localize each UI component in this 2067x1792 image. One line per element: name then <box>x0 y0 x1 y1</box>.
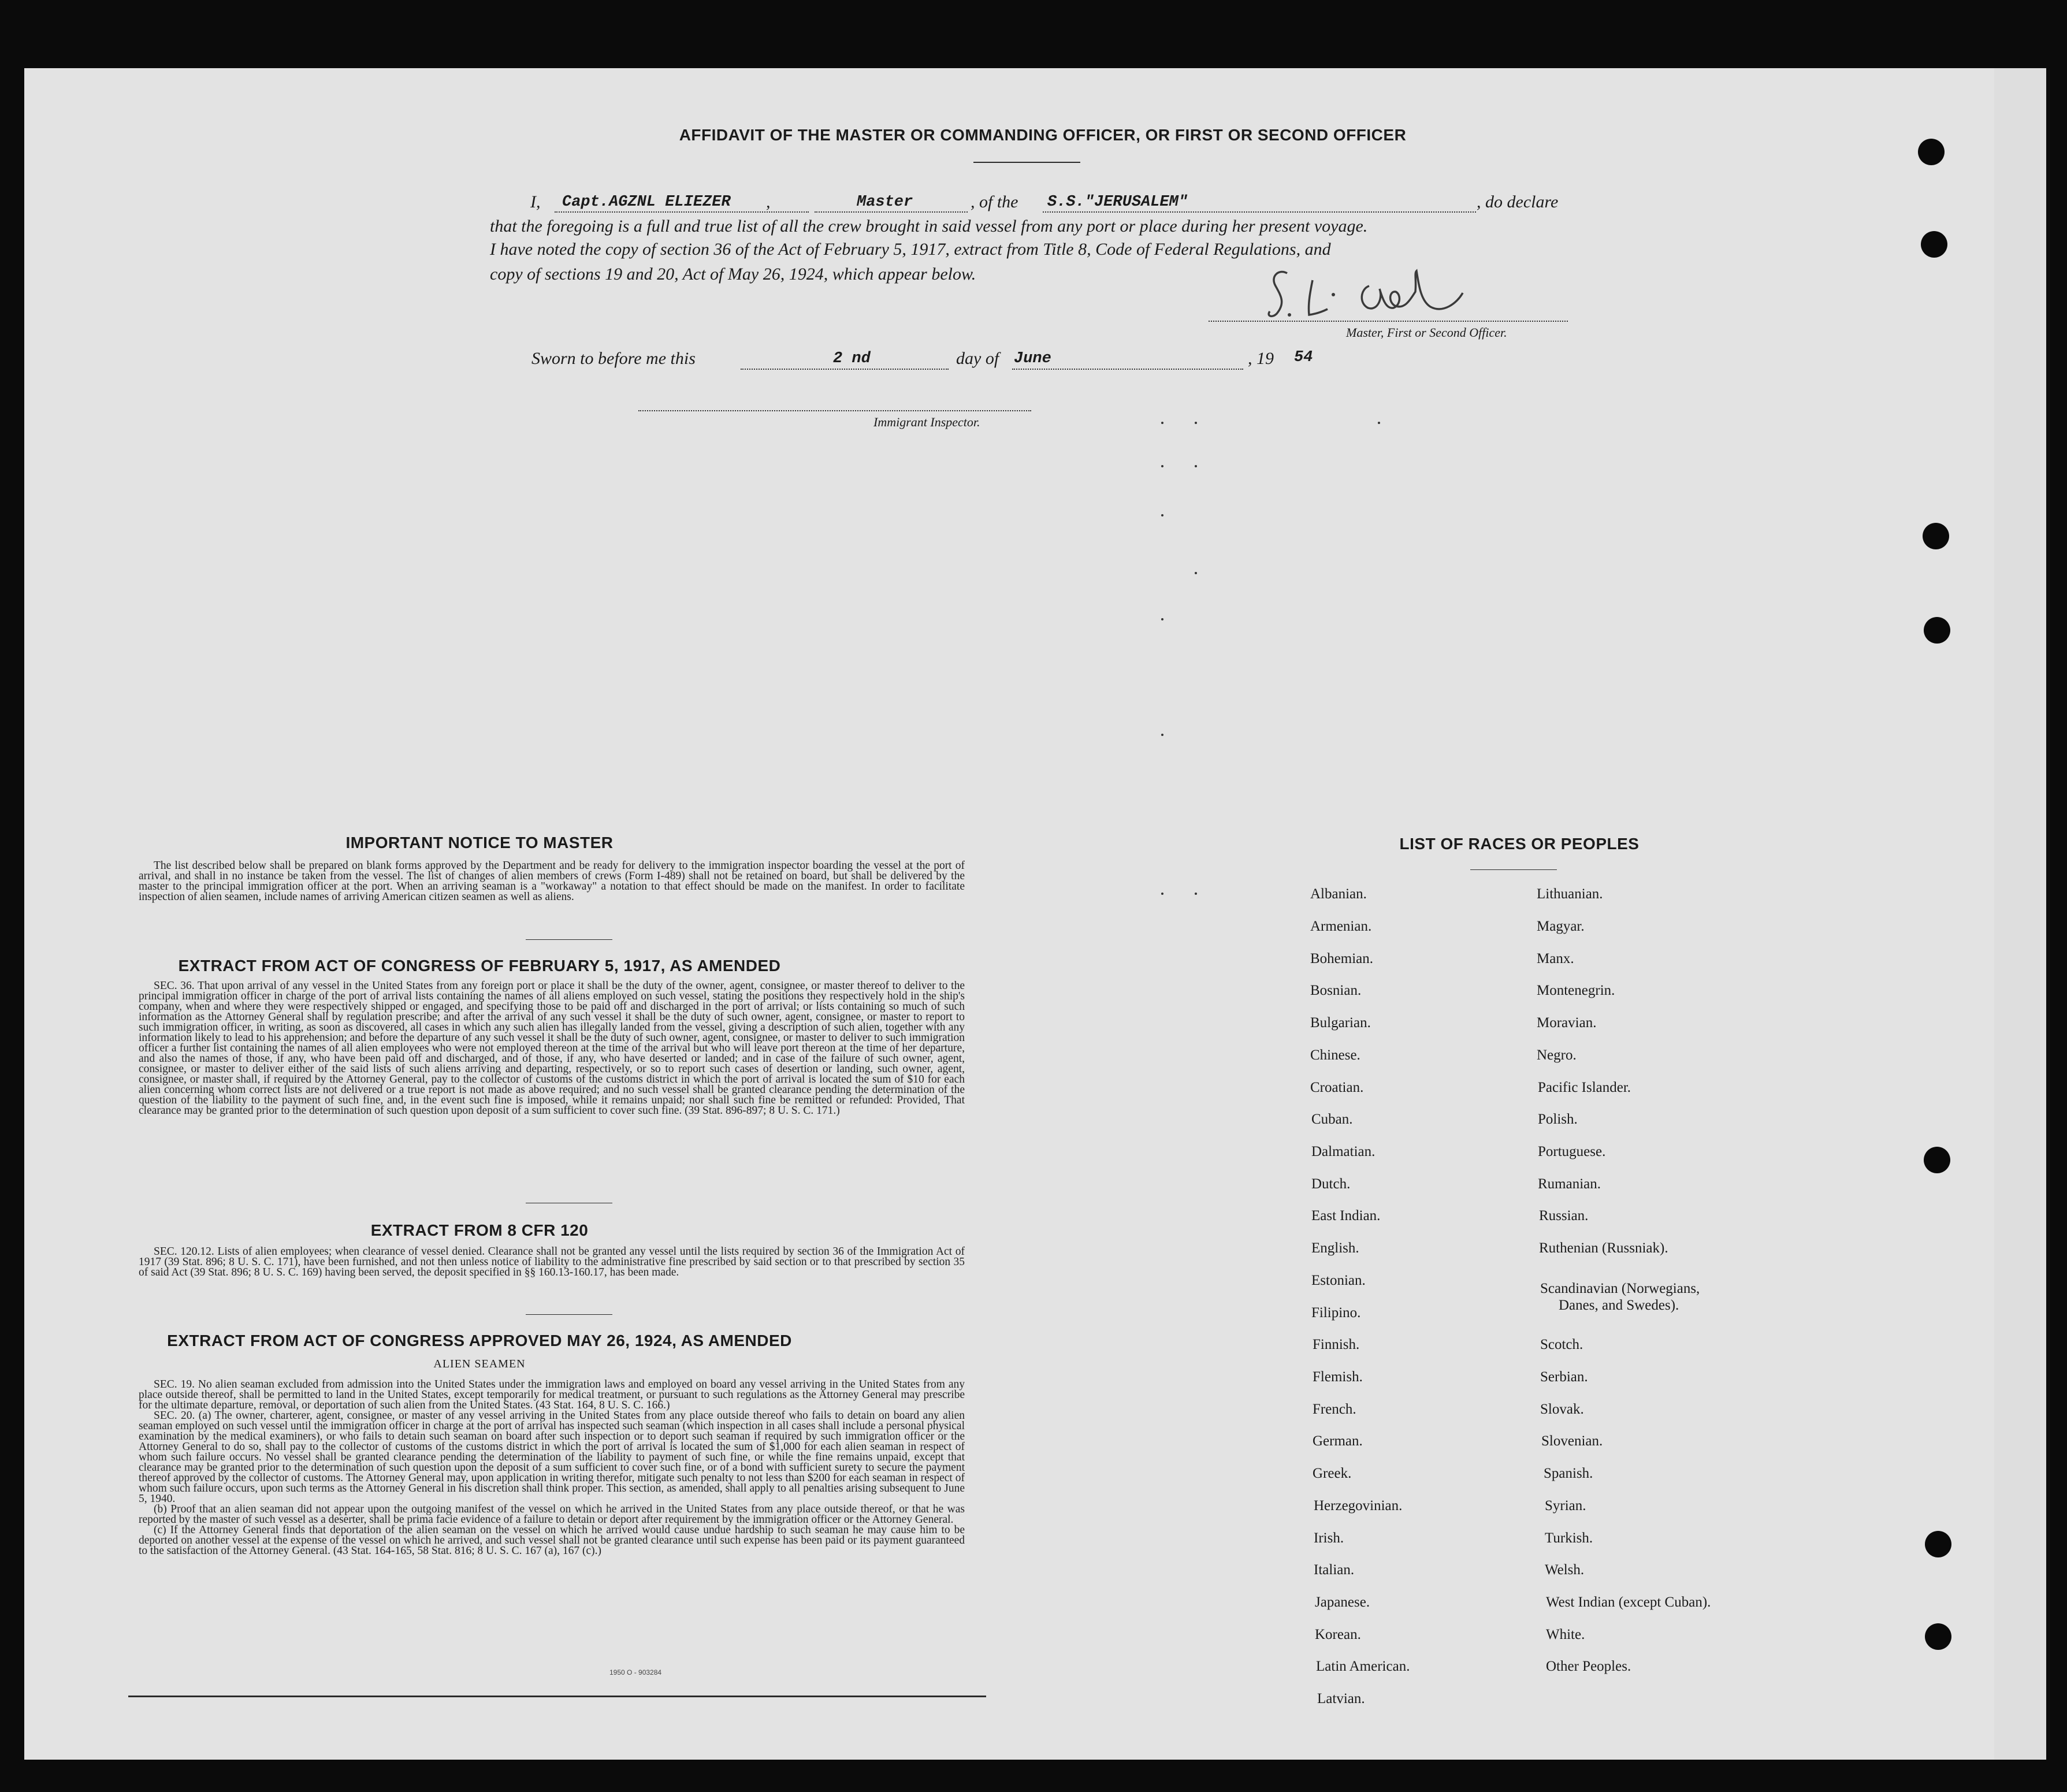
day-of-text: day of <box>956 349 999 368</box>
race-item: Bohemian. <box>1310 951 1374 966</box>
extract-1924-title: EXTRACT FROM ACT OF CONGRESS APPROVED MAY 26, 1924, AS AMENDED <box>167 1332 792 1349</box>
race-item: Spanish. <box>1544 1466 1593 1481</box>
binder-hole <box>1924 1147 1950 1173</box>
print-code: 1950 O - 903284 <box>609 1668 662 1676</box>
race-item: Dalmatian. <box>1311 1144 1375 1159</box>
declaration-line-2: that the foregoing is a full and true list of all the crew brought in said vessel from any port or place during her present voyage. <box>490 217 1368 236</box>
section-19-text: SEC. 19. No alien seaman excluded from admission into the United States under the immigration laws and employed on board any vessel arriving in the United States from any place outside thereof, shall be permitted to land in the United States, except temporarily for medical treatment, or pursuant to such regulations as the Attorney General may prescribe for the ultimate departure, removal, or deportation of such alien from the United States. (43 Stat. 164, 8 U. S. C. 166.) <box>139 1378 965 1411</box>
race-item: Moravian. <box>1537 1015 1597 1031</box>
race-item: Filipino. <box>1311 1305 1361 1321</box>
race-item: Other Peoples. <box>1546 1659 1631 1674</box>
speck <box>1195 465 1197 467</box>
section-36-text: SEC. 36. That upon arrival of any vessel in the United States from any foreign port or place it shall be the duty of the owner, agent, consignee, or master thereof to deliver to the principal immigration officer in charge of the port of arrival lists containing the names of all aliens employed on such vessel, stating the positions they respectively hold in the ship's company, when and where they were respectively shipped or engaged, and specifying those to be paid off and discharged in the port of arrival; or lists containing so much of such information as the Attorney General shall by regulation prescribe; and after the arrival of any such vessel it shall be the duty of such owner, agent, consignee, or master to report to such immigration officer, in writing, as soon as discovered, all cases in which any such alien has illegally landed from the vessel, giving a description of such alien, together with any information likely to lead to his apprehension; and before the departure of any such vessel it shall be the duty of such owner, agent, consignee, or master to deliver to such immigration officer a further list containing the names of all alien employees who were not employed thereon at the time of the arrival but who will leave port thereon at the time of her departure, and also the names of those, if any, who have been paid off and discharged, and of those, if any, who have deserted or landed; and in case of the failure of such owner, agent, consignee, or master to deliver either of the said lists of such aliens arriving and departing, respectively, or so to report such cases of desertion or landing, such owner, agent, consignee, or master shall, if required by the Attorney General, pay to the collector of customs of the customs district in which the port of arrival is located the sum of $10 for each alien concerning whom correct lists are not delivered or a true report is not made as above required; and no such vessel shall be granted clearance pending the determination of the question of the liability to the payment of such fine, and, in the event such fine is imposed, while it remains unpaid; nor shall such fine be remitted or refunded: Provided, That clearance may be granted prior to the determination of such question upon deposit of a sum sufficient to cover such fine. (39 Stat. 896-897; 8 U. S. C. 171.) <box>139 980 965 1117</box>
races-divider <box>1470 869 1557 870</box>
race-item: Korean. <box>1315 1627 1361 1642</box>
race-item: Rumanian. <box>1538 1176 1601 1192</box>
race-item: Syrian. <box>1545 1498 1586 1514</box>
extract-1924-body <box>139 1380 965 1556</box>
race-item: Bulgarian. <box>1310 1015 1371 1031</box>
race-item: Scotch. <box>1540 1337 1583 1352</box>
rank-fill-line <box>815 211 968 213</box>
binder-hole <box>1924 617 1950 644</box>
section-divider <box>526 939 612 940</box>
race-item: White. <box>1546 1627 1585 1642</box>
sworn-prefix: Sworn to before me this <box>531 349 696 368</box>
race-item: German. <box>1313 1433 1363 1449</box>
day-fill-line <box>741 369 949 370</box>
do-declare-text: , do declare <box>1477 192 1559 211</box>
title-divider <box>973 162 1080 163</box>
master-rank: Master <box>857 194 913 211</box>
section-120-12-text: SEC. 120.12. Lists of alien employees; when clearance of vessel denied. Clearance shall not be granted any vessel until the lists required by section 36 of the Immigration Act of 1917 (39 Stat. 896; 8 U. S. C. 171), have been furnished, and not then unless notice of liability to the administrative fine prescribed by said section or to that prescribed by section 35 of said Act (39 Stat. 896; 8 U. S. C. 169) having been served, the deposit specified in §§ 160.13-160.17, has been made. <box>139 1246 965 1278</box>
race-item: Chinese. <box>1310 1047 1360 1063</box>
section-20c-text: (c) If the Attorney General finds that deportation of the alien seaman on the vessel on which he arrived would cause undue hardship to such seaman he may cause him to be deported on another vessel at the expense of the vessel on which he arrived, and such vessel shall not be granted clearance until such expense has been paid or its payment guaranteed to the satisfaction of the Attorney General. (43 Stat. 164-165, 58 Stat. 816; 8 U. S. C. 167 (a), 167 (c).) <box>139 1524 965 1557</box>
speck <box>1195 893 1197 895</box>
affidavit-title: AFFIDAVIT OF THE MASTER OR COMMANDING OFFICER, OR FIRST OR SECOND OFFICER <box>679 126 1407 144</box>
section-20b-text: (b) Proof that an alien seaman did not appear upon the outgoing manifest of the vessel on which he arrived in the United States from any place outside thereof, or that he was reported by the master of such vessel as a deserter, shall be prima facie evidence of a failure to detain or deport after requirement by the immigration officer or the Attorney General. <box>139 1503 965 1526</box>
race-item: Welsh. <box>1545 1562 1585 1578</box>
master-name: Capt.AGZNL ELIEZER <box>562 194 731 211</box>
section-20a-text: SEC. 20. (a) The owner, charterer, agent, consignee, or master of any vessel arriving in the United States from any place outside thereof who fails to detain on board any alien seaman employed on such vessel until the immigration officer in charge at the port of arrival has inspected such seaman (which inspection in all cases shall include a personal physical examination by the medical examiners), or who fails to detain such seaman on board after such inspection or to deport such seaman if required by such immigration officer or the Attorney General to do so, shall pay to the collector of customs of the customs district in which the port of arrival is located the sum of $1,000 for each alien seaman in respect of whom such failure occurs. No vessel shall be granted clearance pending the determination of the liability to payment of such fine, or while the fine remains unpaid, except that clearance may be granted prior to the determination of such question upon the deposit of a sum sufficient to cover such fine, or of a bond with sufficient surety to secure the payment thereof approved by the collector of customs. The Attorney General may, upon application in writing therefor, mitigate such penalty to not less than $200 for each seaman in respect of whom such failure occurs, upon such terms as the Attorney General in his discretion shall think proper. This section, as amended, shall apply to all penalties arising subsequent to June 5, 1940. <box>139 1410 965 1505</box>
vessel-name: S.S."JERUSALEM" <box>1047 194 1188 211</box>
race-item: Polish. <box>1538 1111 1578 1127</box>
speck <box>1195 572 1197 574</box>
race-item: Armenian. <box>1310 919 1372 934</box>
race-item: Magyar. <box>1537 919 1585 934</box>
handwritten-signature <box>1259 263 1531 326</box>
extract-cfr-body <box>139 1247 965 1278</box>
sworn-day: 2 nd <box>833 350 871 367</box>
declaration-line-4: copy of sections 19 and 20, Act of May 26, 1924, which appear below. <box>490 265 976 284</box>
binder-hole <box>1925 1623 1951 1650</box>
race-item: Irish. <box>1314 1530 1344 1546</box>
binder-hole <box>1923 523 1949 549</box>
race-item: Herzegovinian. <box>1314 1498 1403 1514</box>
signature-line <box>1209 321 1568 322</box>
speck <box>1161 465 1163 467</box>
speck <box>1161 514 1163 516</box>
races-title: LIST OF RACES OR PEOPLES <box>1399 835 1640 853</box>
race-item: Japanese. <box>1315 1594 1370 1610</box>
speck <box>1161 893 1163 895</box>
race-item: West Indian (except Cuban). <box>1546 1594 1711 1610</box>
race-item: Albanian. <box>1310 886 1367 902</box>
race-item: Turkish. <box>1545 1530 1593 1546</box>
race-item: Finnish. <box>1313 1337 1360 1352</box>
race-item: Latin American. <box>1316 1659 1410 1674</box>
race-item: Scandinavian (Norwegians, <box>1540 1281 1700 1296</box>
pronoun: I, <box>530 192 541 211</box>
declaration-line-3: I have noted the copy of section 36 of the Act of February 5, 1917, extract from Title 8, Code of Federal Regulations, and <box>490 240 1331 259</box>
race-item: Montenegrin. <box>1537 983 1615 998</box>
race-item: Pacific Islander. <box>1538 1080 1631 1095</box>
race-item: Negro. <box>1537 1047 1577 1063</box>
sworn-month: June <box>1014 350 1051 367</box>
inspector-signature-line <box>638 410 1031 411</box>
race-item: French. <box>1313 1401 1356 1417</box>
alien-seamen-subtitle: ALIEN SEAMEN <box>433 1358 526 1370</box>
race-item: Portuguese. <box>1538 1144 1606 1159</box>
speck <box>1161 618 1163 620</box>
race-item: Russian. <box>1539 1208 1589 1224</box>
speck <box>1378 422 1380 424</box>
race-item: Lithuanian. <box>1537 886 1603 902</box>
speck <box>1195 422 1197 424</box>
race-item: Latvian. <box>1317 1691 1365 1707</box>
sworn-line <box>531 349 1340 374</box>
notice-title: IMPORTANT NOTICE TO MASTER <box>345 834 614 852</box>
signer-caption: Master, First or Second Officer. <box>1346 325 1507 340</box>
race-item: Cuban. <box>1311 1111 1353 1127</box>
race-item: Ruthenian (Russniak). <box>1539 1240 1668 1256</box>
extract-1917-body <box>139 981 965 1116</box>
page-margin-strip <box>1994 68 2046 1760</box>
race-item: Manx. <box>1537 951 1574 966</box>
race-item: Estonian. <box>1311 1273 1366 1288</box>
notice-body <box>139 861 965 902</box>
speck <box>1161 734 1163 736</box>
race-item: Slovenian. <box>1541 1433 1603 1449</box>
race-item: English. <box>1311 1240 1359 1256</box>
race-item: Serbian. <box>1540 1369 1588 1385</box>
race-item: Greek. <box>1313 1466 1352 1481</box>
race-item: Danes, and Swedes). <box>1559 1297 1679 1313</box>
year-prefix: , 19 <box>1248 349 1274 368</box>
of-the-text: , of the <box>971 192 1018 211</box>
binder-hole <box>1925 1531 1951 1557</box>
race-item: Slovak. <box>1540 1401 1584 1417</box>
race-item: East Indian. <box>1311 1208 1381 1224</box>
section-divider <box>526 1314 612 1315</box>
vessel-fill-line <box>1043 211 1476 213</box>
extract-1917-title: EXTRACT FROM ACT OF CONGRESS OF FEBRUARY 5, 1917, AS AMENDED <box>178 957 781 975</box>
binder-hole <box>1918 139 1945 165</box>
bottom-rule <box>128 1696 986 1697</box>
inspector-caption: Immigrant Inspector. <box>873 415 980 429</box>
name-comma: , <box>766 192 771 211</box>
race-item: Dutch. <box>1311 1176 1351 1192</box>
name-fill-line <box>555 211 809 213</box>
race-item: Croatian. <box>1310 1080 1364 1095</box>
race-item: Italian. <box>1314 1562 1355 1578</box>
binder-hole <box>1921 231 1947 258</box>
speck <box>1161 422 1163 424</box>
race-item: Flemish. <box>1313 1369 1363 1385</box>
race-item: Bosnian. <box>1310 983 1362 998</box>
notice-paragraph: The list described below shall be prepared on blank forms approved by the Department and be ready for delivery to the immigration inspector boarding the vessel at the port of arrival, and shall in no instance be taken from the vessel. The list of changes of alien members of crews (Form I-489) shall not be retained on board, but shall be delivered by the master to the principal immigration officer at the port. When an arriving seaman is a "workaway" a notation to that effect should be made on the manifest. In order to facilitate inspection of alien seamen, include names of arriving American citizen seamen as well as aliens. <box>139 860 965 903</box>
sworn-year: 54 <box>1294 349 1313 366</box>
extract-cfr-title: EXTRACT FROM 8 CFR 120 <box>370 1221 589 1239</box>
month-fill-line <box>1012 369 1243 370</box>
